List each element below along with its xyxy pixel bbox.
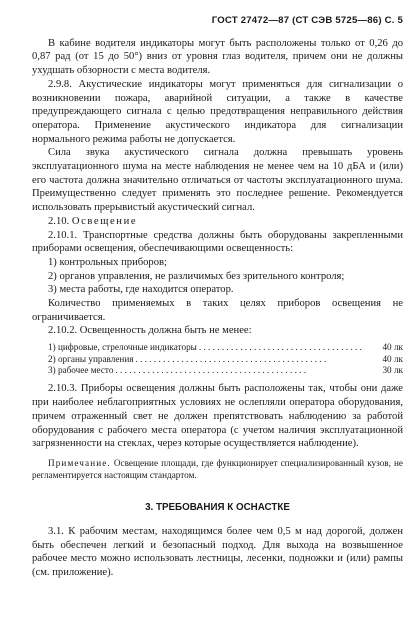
norm-row <box>48 365 403 376</box>
norm-value: 30 лк <box>382 364 403 375</box>
lighting-number: 2.10. <box>48 215 70 227</box>
paragraph-2-10-3: 2.10.3. Приборы освещения должны быть расположены так, чтобы они даже при наиболее неблагоприятных условиях не ослепляли оператора оборудования, причем отраженный свет не должен препятствовать наблюдению за работой оборудования с рабочего места оператора (с учетом наличия эксплуатационной загрязненности на стеклах, через которые осуществляется наблюдение). <box>32 383 403 450</box>
paragraph-sound-level: Сила звука акустического сигнала должна превышать уровень эксплуатационного шума на месте наблюдения не менее чем на 10 дБА и (или) его частота должна значительно отличаться от частоты эксплуатационного шума. Преимущественно следует применять это последнее решение. Рекомендуется использовать прерывистый акустический сигнал. <box>32 147 403 214</box>
section-3-title: 3. ТРЕБОВАНИЯ К ОСНАСТКЕ <box>145 502 290 514</box>
norm-label: 2) органы управления <box>48 353 134 364</box>
lighting-subheading <box>32 215 403 229</box>
norm-label: 1) цифровые, стрелочные индикаторы <box>48 342 197 353</box>
paragraph-indicator-placement: В кабине водителя индикаторы могут быть расположены только от 0,26 до 0,87 рад (от 15 до 50°) вниз от уровня глаз водителя, причем они не должны ухудшать обзорности с места водителя. <box>32 37 403 77</box>
note-text: Освещение площади, где функционирует специализированный кузов, не регламентируется настоящим стандартом. <box>32 457 403 480</box>
norm-row <box>48 342 403 353</box>
note-label: Примечание. <box>48 457 111 468</box>
paragraph-2-9-8: 2.9.8. Акустические индикаторы могут применяться для сигнализации о возникновении пожара, аварийной ситуации, а также в качестве предупреждающего сигнала с целью предотвращения неправильного действия оператора. Применение акустического индикатора для сигнализации нормального режима работы не допускается. <box>32 78 403 145</box>
list-item: 3) места работы, где находится оператор. <box>48 284 234 296</box>
list-item: 1) контрольных приборов; <box>48 256 167 268</box>
paragraph-count: Количество применяемых в таких целях приборов освещения не ограничивается. <box>32 298 403 323</box>
illumination-norms-table <box>48 342 403 376</box>
norm-value: 40 лк <box>382 342 403 353</box>
lighting-heading: Освещение <box>71 215 138 227</box>
note <box>32 458 403 481</box>
leader-dots <box>136 354 366 365</box>
norm-label: 3) рабочее место <box>48 364 114 375</box>
page-header: ГОСТ 27472—87 (СТ СЭВ 5725—86) С. 5 <box>211 15 403 26</box>
norm-value: 40 лк <box>382 353 403 364</box>
list-item: 2) органов управления, не различимых без зрительного контроля; <box>48 270 345 282</box>
paragraph-3-1: 3.1. К рабочим местам, находящимся более чем 0,5 м над дорогой, должен быть обеспечен легкий и безопасный подход. Для выхода на возвышенное рабочее место можно использовать лестницы, лесенки, подножки и (или) рампы (см. приложение). <box>32 525 403 578</box>
paragraph-2-10-2: 2.10.2. Освещенность должна быть не менее: <box>48 325 252 337</box>
norm-row <box>48 354 403 365</box>
paragraph-2-10-1: 2.10.1. Транспортные средства должны быть оборудованы закрепленными приборами освещения, обеспечивающими освещенность: <box>32 229 403 255</box>
leader-dots <box>115 365 365 376</box>
leader-dots <box>199 342 365 353</box>
